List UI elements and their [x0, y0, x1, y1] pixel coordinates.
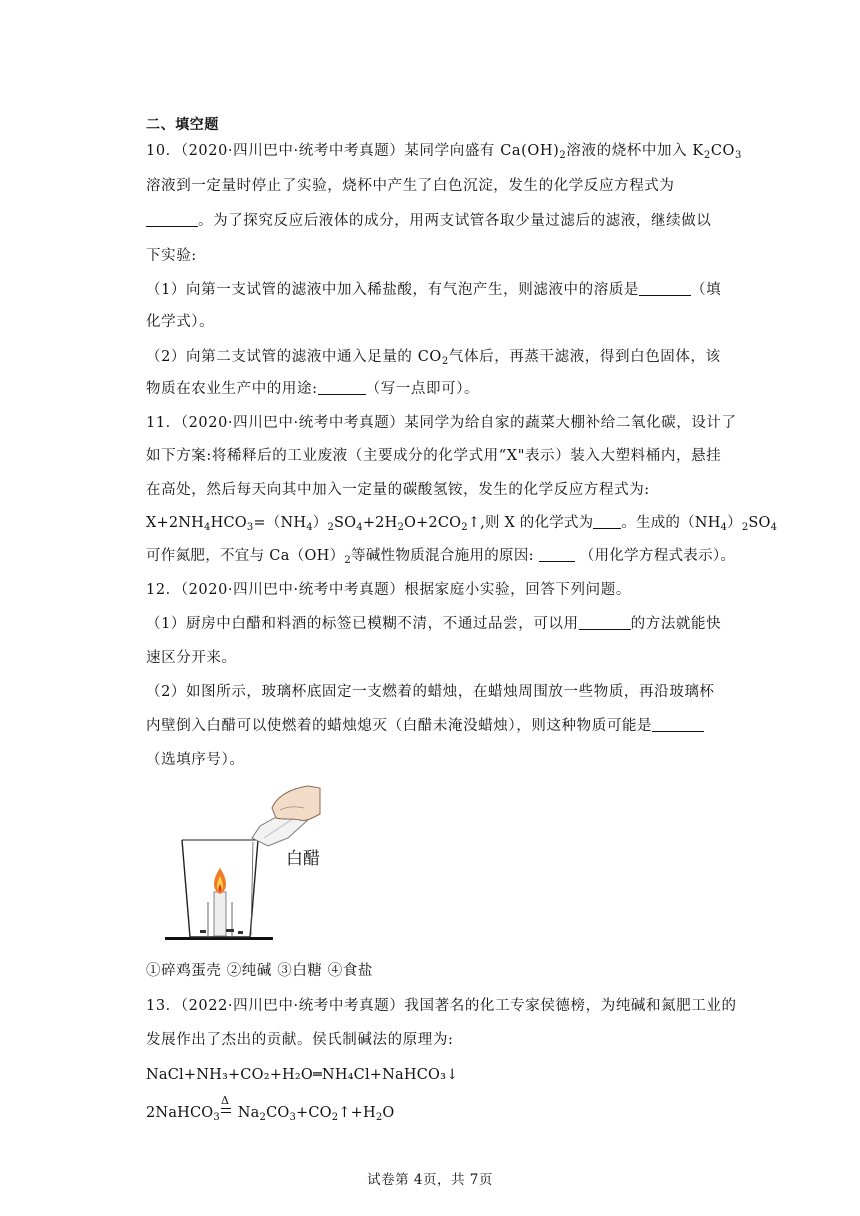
q13-line-1: 13．（2022·四川巴中·统考中考真题）我国著名的化工专家侯德榜，为纯碱和氮肥工业的: [146, 998, 737, 1014]
q11-line-3: 在高处，然后每天向其中加入一定量的碳酸氢铵，发生的化学反应方程式为:: [146, 482, 650, 498]
q10-part-2-cont: 物质在农业生产中的用途: （写一点即可）。: [146, 381, 480, 397]
answer-blank[interactable]: [593, 514, 621, 529]
q12-part-2-end: （选填序号）。: [146, 752, 245, 768]
flame: [214, 868, 226, 894]
q13-line-2: 发展作出了杰出的贡献。侯氏制碱法的原理为:: [146, 1032, 454, 1048]
candle: [214, 892, 226, 936]
q10-line-2: 溶液到一定量时停止了实验，烧杯中产生了白色沉淀，发生的化学反应方程式为: [146, 178, 675, 194]
q12-line-1: 12．（2020·四川巴中·统考中考真题）根据家庭小实验，回答下列问题。: [146, 582, 631, 598]
q10-part-1-cont: 化学式）。: [146, 314, 215, 330]
section-title: 二、填空题: [146, 117, 219, 133]
q13-equation-2: 2NaHCO$_3$ Δ $Na_2CO_3+CO_2↑+H_2O$: [146, 1094, 395, 1123]
experiment-figure: [160, 780, 330, 946]
q12-options: ①碎鸡蛋壳 ②纯碱 ③白糖 ④食盐: [146, 963, 374, 979]
answer-blank[interactable]: [652, 717, 704, 732]
q11-line-1: 11．（2020·四川巴中·统考中考真题）某同学为给自家的蔬菜大棚补给二氧化碳，设计了: [146, 415, 737, 431]
answer-blank[interactable]: [318, 380, 366, 395]
glass-candle-illustration: [160, 780, 330, 946]
q10-part-1: （1）向第一支试管的滤液中加入稀盐酸，有气泡产生，则滤液中的溶质是 （填: [146, 282, 722, 298]
q10-part-2: （2）向第二支试管的滤液中通入足量的 $CO_2$气体后，再蒸干滤液，得到白色固体，该: [146, 349, 721, 367]
q10-line-1: 10．（2020·四川巴中·统考中考真题）某同学向盛有 $Ca(OH)_2$溶液的烧杯中加入 $K_2CO_3$: [146, 143, 742, 161]
q12-part-1-cont: 速区分开来。: [146, 650, 237, 666]
answer-blank[interactable]: [146, 212, 198, 227]
q12-part-1: （1）厨房中白醋和料酒的标签已模糊不清，不通过品尝，可以用 的方法就能快: [146, 616, 722, 632]
q12-part-2: （2）如图所示，玻璃杯底固定一支燃着的蜡烛，在蜡烛周围放一些物质，再沿玻璃杯: [146, 684, 715, 700]
q10-line-3: 。为了探究反应后液体的成分，用两支试管各取少量过滤后的滤液，继续做以: [146, 212, 726, 230]
q11-line-2: 如下方案:将稀释后的工业废液（主要成分的化学式用“X"表示）装入大塑料桶内，悬挂: [146, 448, 722, 464]
answer-blank[interactable]: [579, 615, 631, 630]
q11-line-5: 可作氮肥，不宜与 $Ca(OH)_2$等碱性物质混合施用的原因: （用化学方程式表示）。: [146, 548, 736, 566]
answer-blank[interactable]: [539, 547, 575, 562]
q11-line-4: $X+2NH_4HCO_3=(NH_4)_2SO_4+2H_2O+2CO_2↑$,则 X 的化学式为 。生成的$(NH_4)_2SO_4$: [146, 515, 778, 533]
page-footer: 试卷第 4页，共 7页: [367, 1172, 493, 1188]
q12-part-2-cont: 内壁倒入白醋可以使燃着的蜡烛熄灭（白醋未淹没蜡烛），则这种物质可能是: [146, 717, 726, 735]
q13-equation-1: NaCl+NH₃+CO₂+H₂O═NH₄Cl+NaHCO₃↓: [146, 1067, 459, 1083]
hand: [272, 786, 320, 821]
answer-blank[interactable]: [639, 281, 691, 296]
q10-line-4: 下实验:: [146, 248, 197, 264]
vinegar-label: 白醋: [286, 849, 320, 869]
heating-condition: Δ: [220, 1104, 233, 1122]
